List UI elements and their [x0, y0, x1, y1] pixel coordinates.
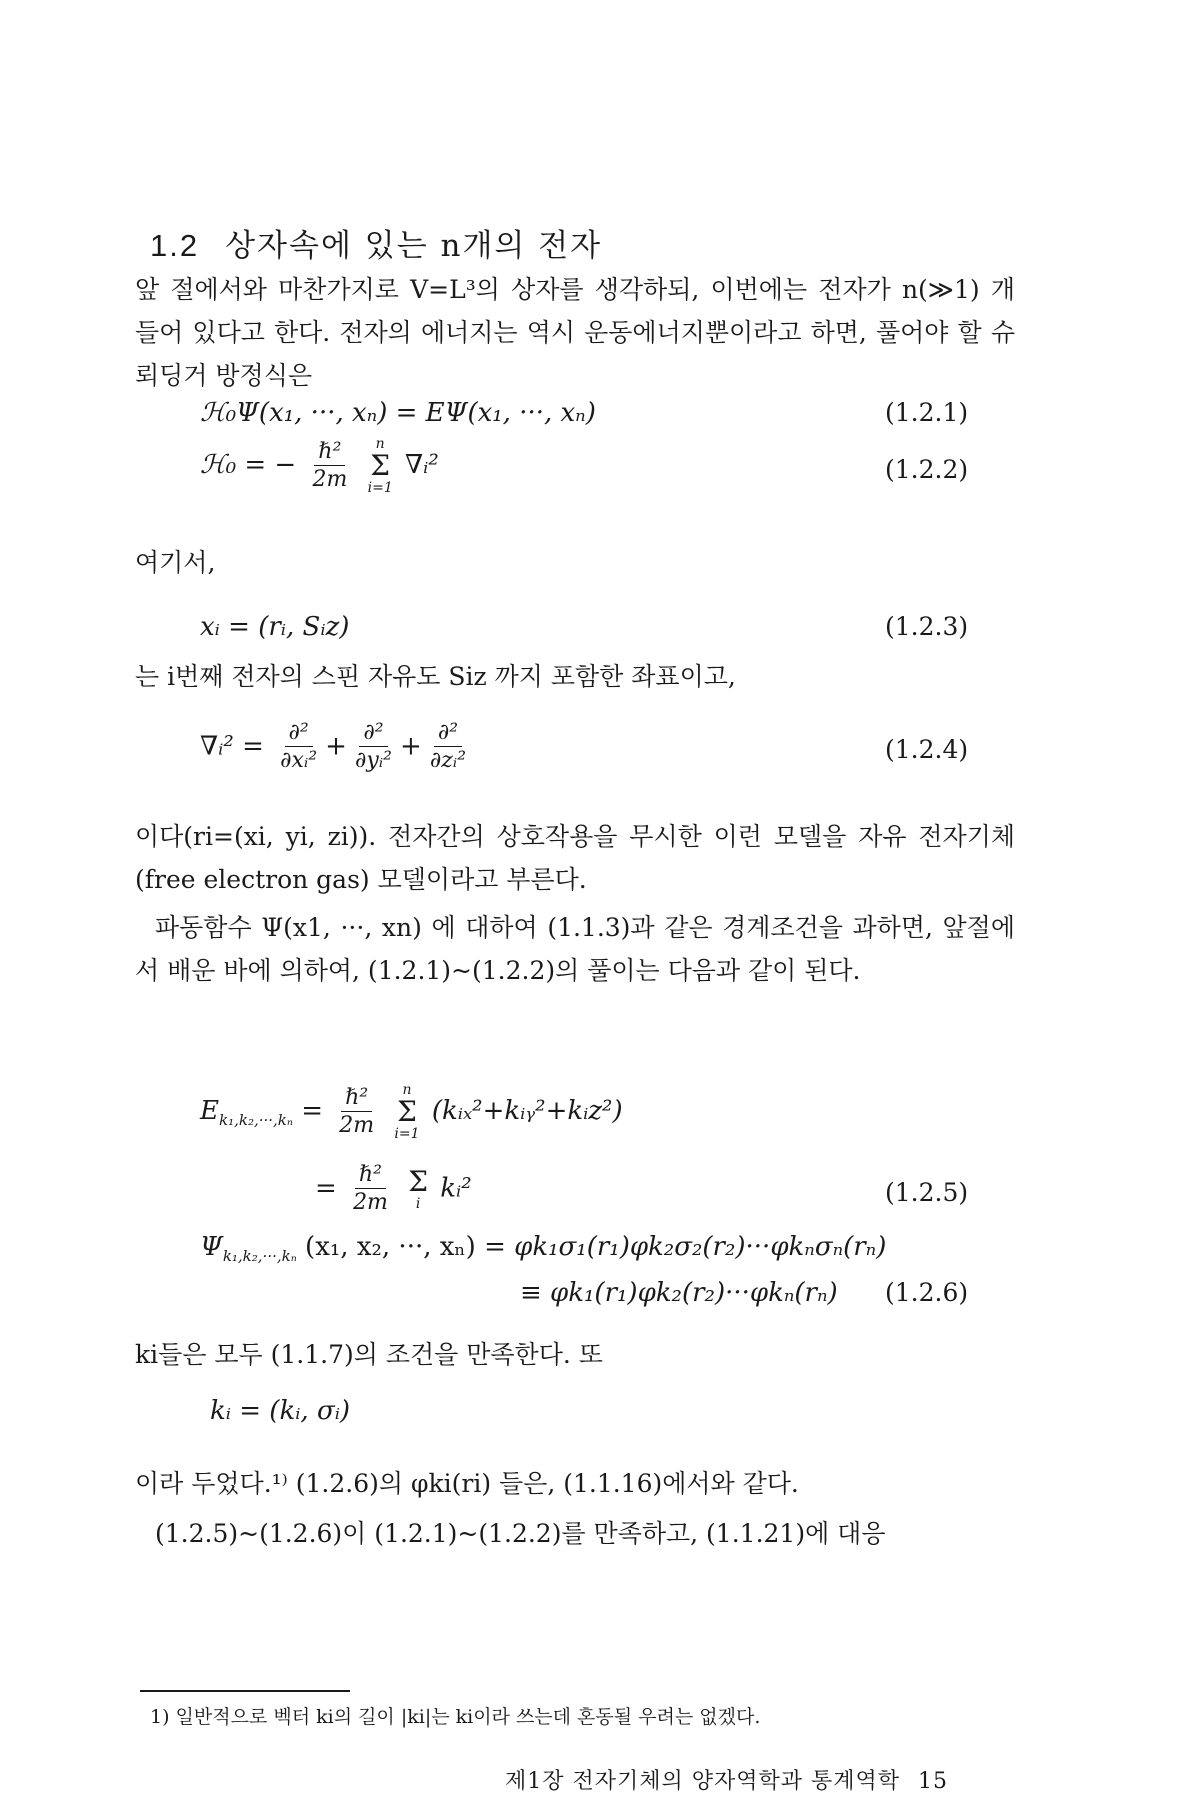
- sigma-symbol: Σ: [408, 1164, 428, 1198]
- equation-1-2-6-line1: [200, 1232, 886, 1265]
- paragraph-continuation: (1.2.5)~(1.2.6)이 (1.2.1)~(1.2.2)를 만족하고, (1.1.21)에 대응: [155, 1519, 886, 1548]
- fraction: [349, 1162, 392, 1217]
- equation-lhs: ∇ᵢ² =: [200, 731, 264, 762]
- paragraph-footnote-ref: 이라 두었다.¹⁾ (1.2.6)의 φki(ri) 들은, (1.1.16)에서와 같다.: [135, 1469, 799, 1498]
- sigma-symbol: Σ: [370, 449, 391, 482]
- equation-number: (1.2.2): [885, 455, 969, 484]
- summation: [394, 1082, 419, 1142]
- equation-number: (1.2.5): [885, 1178, 969, 1207]
- summation: [408, 1164, 428, 1212]
- fraction-numerator: ℏ²: [314, 439, 345, 466]
- footnote-divider: [140, 1690, 350, 1692]
- equation-args: (x₁, x₂, ···, xₙ) =: [296, 1232, 515, 1262]
- energy-symbol: E: [200, 1096, 219, 1126]
- chapter-title: 제1장 전자기체의 양자역학과 통계역학: [505, 1769, 901, 1794]
- equation-number: (1.2.1): [885, 398, 969, 427]
- section-heading: [150, 220, 602, 265]
- equation-1-2-1: ℋ₀Ψ(x₁, ···, xₙ) = EΨ(x₁, ···, xₙ): [200, 398, 596, 428]
- summation: [368, 436, 393, 496]
- fraction: [426, 720, 470, 775]
- equation-1-2-2: [200, 436, 439, 496]
- fraction: [308, 439, 351, 494]
- fraction-denominator: ∂xᵢ²: [280, 748, 318, 773]
- summation-lower: i=1: [367, 480, 393, 496]
- equation-1-2-4: [200, 720, 474, 775]
- equation-1-2-5-line1: [200, 1082, 623, 1142]
- summation-lower: i=1: [394, 1126, 420, 1142]
- paragraph-wavefunction: 파동함수 Ψ(x1, ···, xn) 에 대하여 (1.1.3)과 같은 경계조건을 과하면, 앞절에서 배운 바에 의하여, (1.2.1)~(1.2.2)의 풀이는 다음과 같이 된다.: [135, 913, 1015, 985]
- plus-sign: +: [400, 731, 422, 762]
- paragraph-intro: 앞 절에서와 마찬가지로 V=L³의 상자를 생각하되, 이번에는 전자가 n(≫1) 개 들어 있다고 한다. 전자의 에너지는 역시 운동에너지뿐이라고 하면, 풀어야 할 슈뢰딩거 방정식은: [135, 275, 1015, 390]
- psi-symbol: Ψ: [200, 1232, 223, 1262]
- equation-k-definition: kᵢ = (kᵢ, σᵢ): [210, 1396, 351, 1426]
- equation-1-2-5-line2: [315, 1162, 472, 1217]
- fraction-numerator: ℏ²: [341, 1085, 372, 1112]
- equation-number: (1.2.3): [885, 612, 969, 641]
- fraction-numerator: ℏ²: [355, 1162, 386, 1189]
- page-number: 15: [918, 1769, 949, 1794]
- section-title: 상자속에 있는 n개의 전자: [225, 228, 603, 264]
- fraction: [335, 1085, 378, 1140]
- equation-1-2-6-line2: ≡ φk₁(r₁)φk₂(r₂)···φkₙ(rₙ): [520, 1278, 838, 1308]
- fraction-numerator: ∂²: [285, 720, 313, 747]
- summation-lower: i: [415, 1195, 421, 1212]
- energy-subscript: k₁,k₂,···,kₙ: [218, 1111, 293, 1130]
- equation-rhs: ∇ᵢ²: [405, 450, 439, 480]
- sigma-symbol: Σ: [397, 1095, 417, 1128]
- fraction: [351, 720, 396, 775]
- paragraph-conditions: ki들은 모두 (1.1.7)의 조건을 만족한다. 또: [135, 1340, 603, 1369]
- summation-upper: n: [375, 436, 385, 452]
- equation-rhs: (kᵢₓ²+kᵢᵧ²+kᵢz²): [431, 1096, 623, 1126]
- equation-lhs: ℋ₀ = −: [200, 450, 297, 480]
- fraction-denominator: 2m: [339, 1112, 375, 1138]
- psi-subscript: k₁,k₂,···,kₙ: [222, 1247, 297, 1266]
- equation-number: (1.2.6): [885, 1278, 969, 1307]
- equation-rhs: φk₁σ₁(r₁)φk₂σ₂(r₂)···φkₙσₙ(rₙ): [514, 1232, 887, 1262]
- paragraph-free-electron-gas: 이다(ri=(xi, yi, zi)). 전자간의 상호작용을 무시한 이런 모델을 자유 전자기체(free electron gas) 모델이라고 부른다.: [135, 822, 1015, 894]
- running-footer: [505, 1764, 948, 1795]
- plus-sign: +: [325, 731, 347, 762]
- footnote: 1) 일반적으로 벡터 ki의 길이 |ki|는 ki이라 쓰는데 혼동될 우려는 없겠다.: [150, 1706, 761, 1728]
- fraction-numerator: ∂²: [434, 720, 462, 747]
- summation-upper: n: [402, 1082, 412, 1098]
- fraction: [276, 720, 321, 775]
- equation-rhs: kᵢ²: [440, 1173, 472, 1204]
- section-number: 1.2: [150, 228, 200, 263]
- equals-sign: =: [301, 1096, 324, 1126]
- equals-sign: =: [315, 1173, 337, 1204]
- equation-1-2-3: xᵢ = (rᵢ, Sᵢz): [200, 612, 350, 642]
- paragraph-here: 여기서,: [135, 548, 216, 577]
- fraction-denominator: ∂zᵢ²: [429, 748, 467, 773]
- fraction-numerator: ∂²: [359, 720, 387, 747]
- equation-number: (1.2.4): [885, 735, 969, 764]
- fraction-denominator: ∂yᵢ²: [354, 748, 393, 773]
- fraction-denominator: 2m: [312, 466, 348, 492]
- fraction-denominator: 2m: [353, 1190, 388, 1215]
- paragraph-coordinates: 는 i번째 전자의 스핀 자유도 Siz 까지 포함한 좌표이고,: [135, 662, 736, 691]
